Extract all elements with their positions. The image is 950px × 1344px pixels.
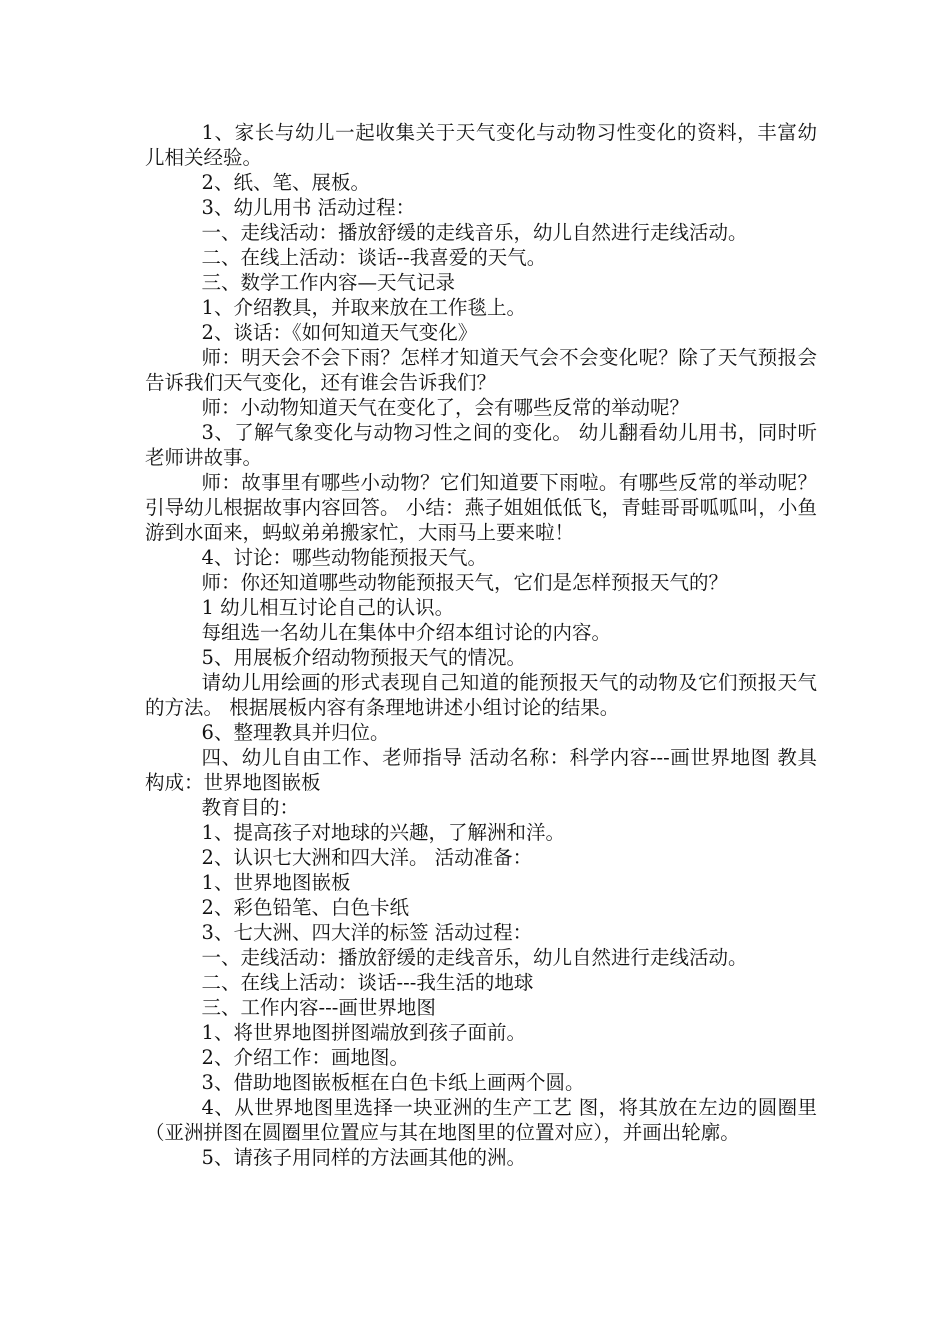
paragraph: 2、介绍工作：画地图。 <box>201 1046 409 1069</box>
paragraph: 二、在线上活动：谈话--我喜爱的天气。 <box>201 246 547 269</box>
paragraph: 2、谈话：《如何知道天气变化》 <box>201 321 478 344</box>
paragraph: 4、讨论：哪些动物能预报天气。 <box>201 546 487 569</box>
paragraph: 4、从世界地图里选择一块亚洲的生产工艺 图，将其放在左边的圆圈里（亚洲拼图在圆圈里位置应与其在地图里的位置对应），并画出轮廓。 <box>145 1096 817 1144</box>
paragraph: 每组选一名幼儿在集体中介绍本组讨论的内容。 <box>201 621 612 644</box>
paragraph: 2、彩色铅笔、白色卡纸 <box>201 896 409 919</box>
paragraph: 三、工作内容---画世界地图 <box>201 996 436 1019</box>
paragraph: 师：故事里有哪些小动物？它们知道要下雨啦。有哪些反常的举动呢？引导幼儿根据故事内容回答。 小结：燕子姐姐低低飞，青蛙哥哥呱呱叫，小鱼游到水面来，蚂蚁弟弟搬家忙，大雨马上要来啦！ <box>145 471 817 544</box>
document-body <box>145 120 817 1170</box>
paragraph: 5、请孩子用同样的方法画其他的洲。 <box>201 1146 526 1169</box>
paragraph: 1、家长与幼儿一起收集关于天气变化与动物习性变化的资料，丰富幼儿相关经验。 <box>145 121 817 169</box>
paragraph: 一、走线活动：播放舒缓的走线音乐，幼儿自然进行走线活动。 <box>201 221 748 244</box>
paragraph: 3、幼儿用书 活动过程： <box>201 196 416 219</box>
paragraph: 2、认识七大洲和四大洋。 活动准备： <box>201 846 533 869</box>
paragraph: 四、幼儿自由工作、老师指导 活动名称：科学内容---画世界地图 教具构成：世界地图嵌板 <box>145 746 817 794</box>
paragraph: 3、七大洲、四大洋的标签 活动过程： <box>201 921 533 944</box>
paragraph: 6、整理教具并归位。 <box>201 721 390 744</box>
paragraph: 二、在线上活动：谈话---我生活的地球 <box>201 971 534 994</box>
paragraph: 师：小动物知道天气在变化了，会有哪些反常的举动呢？ <box>201 396 690 419</box>
paragraph: 1、提高孩子对地球的兴趣，了解洲和洋。 <box>201 821 565 844</box>
paragraph: 请幼儿用绘画的形式表现自己知道的能预报天气的动物及它们预报天气的方法。 根据展板内容有条理地讲述小组讨论的结果。 <box>145 671 817 719</box>
paragraph: 一、走线活动：播放舒缓的走线音乐，幼儿自然进行走线活动。 <box>201 946 748 969</box>
paragraph: 1、世界地图嵌板 <box>201 871 351 894</box>
paragraph: 3、了解气象变化与动物习性之间的变化。 幼儿翻看幼儿用书，同时听老师讲故事。 <box>145 421 817 469</box>
paragraph: 1、介绍教具，并取来放在工作毯上。 <box>201 296 526 319</box>
paragraph: 教育目的： <box>201 796 300 819</box>
paragraph: 2、纸、笔、展板。 <box>201 171 370 194</box>
paragraph: 1、将世界地图拼图端放到孩子面前。 <box>201 1021 526 1044</box>
paragraph: 5、用展板介绍动物预报天气的情况。 <box>201 646 526 669</box>
paragraph: 师：你还知道哪些动物能预报天气，它们是怎样预报天气的？ <box>201 571 729 594</box>
paragraph: 三、数学工作内容—天气记录 <box>201 271 456 294</box>
paragraph: 3、借助地图嵌板框在白色卡纸上画两个圆。 <box>201 1071 585 1094</box>
paragraph: 师：明天会不会下雨？怎样才知道天气会不会变化呢？除了天气预报会告诉我们天气变化，还有谁会告诉我们？ <box>145 346 817 394</box>
paragraph: 1 幼儿相互讨论自己的认识。 <box>201 596 455 619</box>
